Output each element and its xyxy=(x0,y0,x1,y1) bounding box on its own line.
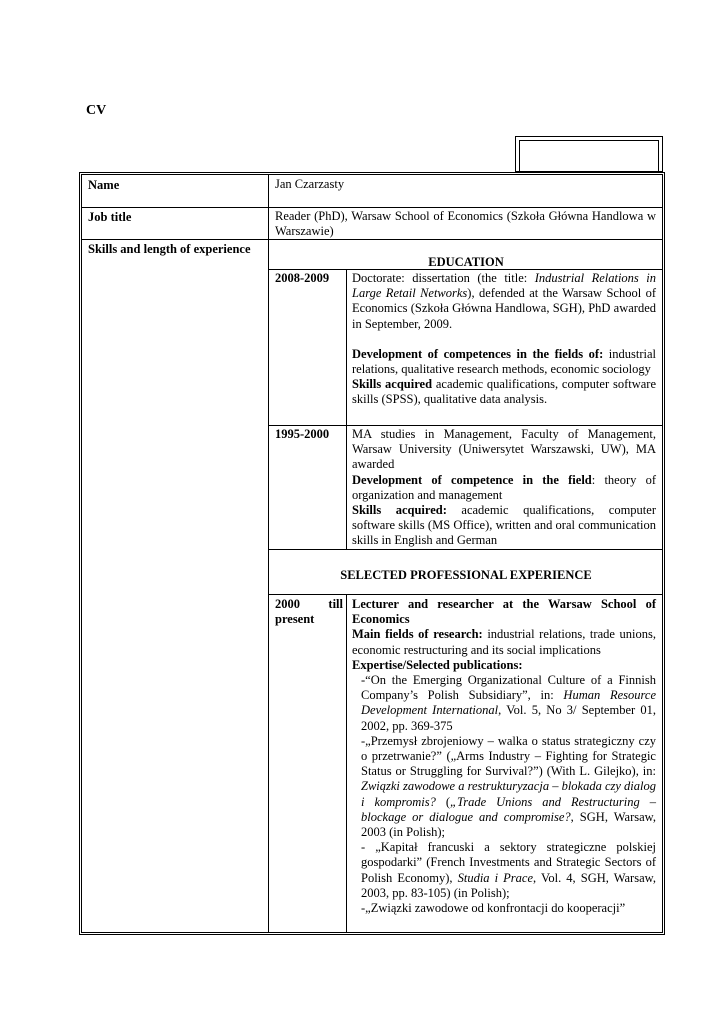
publications-list xyxy=(352,673,656,916)
edu-desc-2: MA studies in Management, Faculty of Management, Warsaw University (Uniwersytet Warszawski, UW), MA awarded Development of competence in the field: theory of organization and management Skills acquired: academic qualifications, computer software skills (MS Office), written and oral communication skills in English and German xyxy=(352,427,657,548)
edu-years-2: 1995-2000 xyxy=(275,427,330,441)
publication-item: -“On the Emerging Organizational Culture of a Finnish Company’s Polish Subsidiary”, in: Human Resource Development International, Vol. 5, No 3/ September 01, 2002, pp. 369-375 xyxy=(361,673,656,733)
publication-item: -„Przemysł zbrojeniowy – walka o status strategiczny czy o przetrwanie?” („Arms Industry – Fighting for Strategic Status or Struggling for Survival?”) (With L. Gilejko), in: Związki zawodowe a restrukturyzacja – blokada czy dialog i kompromis? („Trade Unions and Restructuring – blockage or dialogue and compromise?, SGH, Warsaw, 2003 (in Polish); xyxy=(361,733,657,840)
experience-year-divider xyxy=(346,594,347,932)
job-title-label: Job title xyxy=(88,210,132,224)
year-column-divider xyxy=(346,269,347,549)
experience-years: 2000 till present xyxy=(275,597,343,627)
cv-table xyxy=(79,172,665,935)
skills-label: Skills and length of experience xyxy=(88,242,251,256)
edu-desc-1: Doctorate: dissertation (the title: Industrial Relations in Large Retail Networks), defended at the Warsaw School of Economics (Szkoła Główna Handlowa, SGH), PhD awarded in September, 2009. Development of competences in the fields of: industrial relations, qualitative research methods, economic sociology Skills acquired academic qualifications, computer software skills (SPSS), qualitative data analysis. xyxy=(352,271,657,407)
education-entry-divider xyxy=(268,425,662,426)
skills-row xyxy=(82,240,662,932)
education-bottom-line xyxy=(268,549,662,550)
education-top-line xyxy=(268,269,662,270)
cv-heading: CV xyxy=(86,103,107,118)
name-label: Name xyxy=(88,178,120,192)
experience-title: SELECTED PROFESSIONAL EXPERIENCE xyxy=(340,568,592,582)
publication-item: -„Związki zawodowe od konfrontacji do kooperacji” xyxy=(361,901,626,916)
job-title-row xyxy=(82,208,662,240)
education-title: EDUCATION xyxy=(428,255,504,269)
name-row xyxy=(82,175,662,208)
edu-years-1: 2008-2009 xyxy=(275,271,330,285)
publication-item: - „Kapitał francuski a sektory strategiczne polskiej gospodarki” (French Investments and Strategic Sectors of Polish Economy), Studia i Prace, Vol. 4, SGH, Warsaw, 2003, pp. 83-105) (in Polish); xyxy=(361,840,656,900)
name-value: Jan Czarzasty xyxy=(275,177,345,191)
experience-desc: Lecturer and researcher at the Warsaw School of Economics Main fields of research: industrial relations, trade unions, economic restructuring and its social implications Expertise/Selected publications: -“On the Emerging Organizational Culture of a Finnish Company’s Polish Subsidiary”, in: Human Resource Development International, Vol. 5, No 3/ September 01, 2002, pp. 369-375 -„Przemysł zbrojeniowy – walka o status strategiczny czy o przetrwanie?” („Arms Industry – Fighting for Strategic Status or Struggling for Survival?”) (With L. Gilejko), in: Związki zawodowe a restrukturyzacja – blokada czy dialog i kompromis? („Trade Unions and Restructuring – blockage or dialogue and compromise?, SGH, Warsaw, 2003 (in Polish); - „Kapitał francuski a sektory strategiczne polskiej gospodarki” (French Investments and Strategic Sectors of Polish Economy), Studia i Prace, Vol. 4, SGH, Warsaw, 2003, pp. 83-105) (in Polish); -„Związki zawodowe od konfrontacji do kooperacji” xyxy=(352,597,657,916)
experience-title-line xyxy=(268,594,662,595)
photo-box xyxy=(515,136,663,172)
job-title-value: Reader (PhD), Warsaw School of Economics (Szkoła Główna Handlowa w Warszawie) xyxy=(275,209,656,239)
